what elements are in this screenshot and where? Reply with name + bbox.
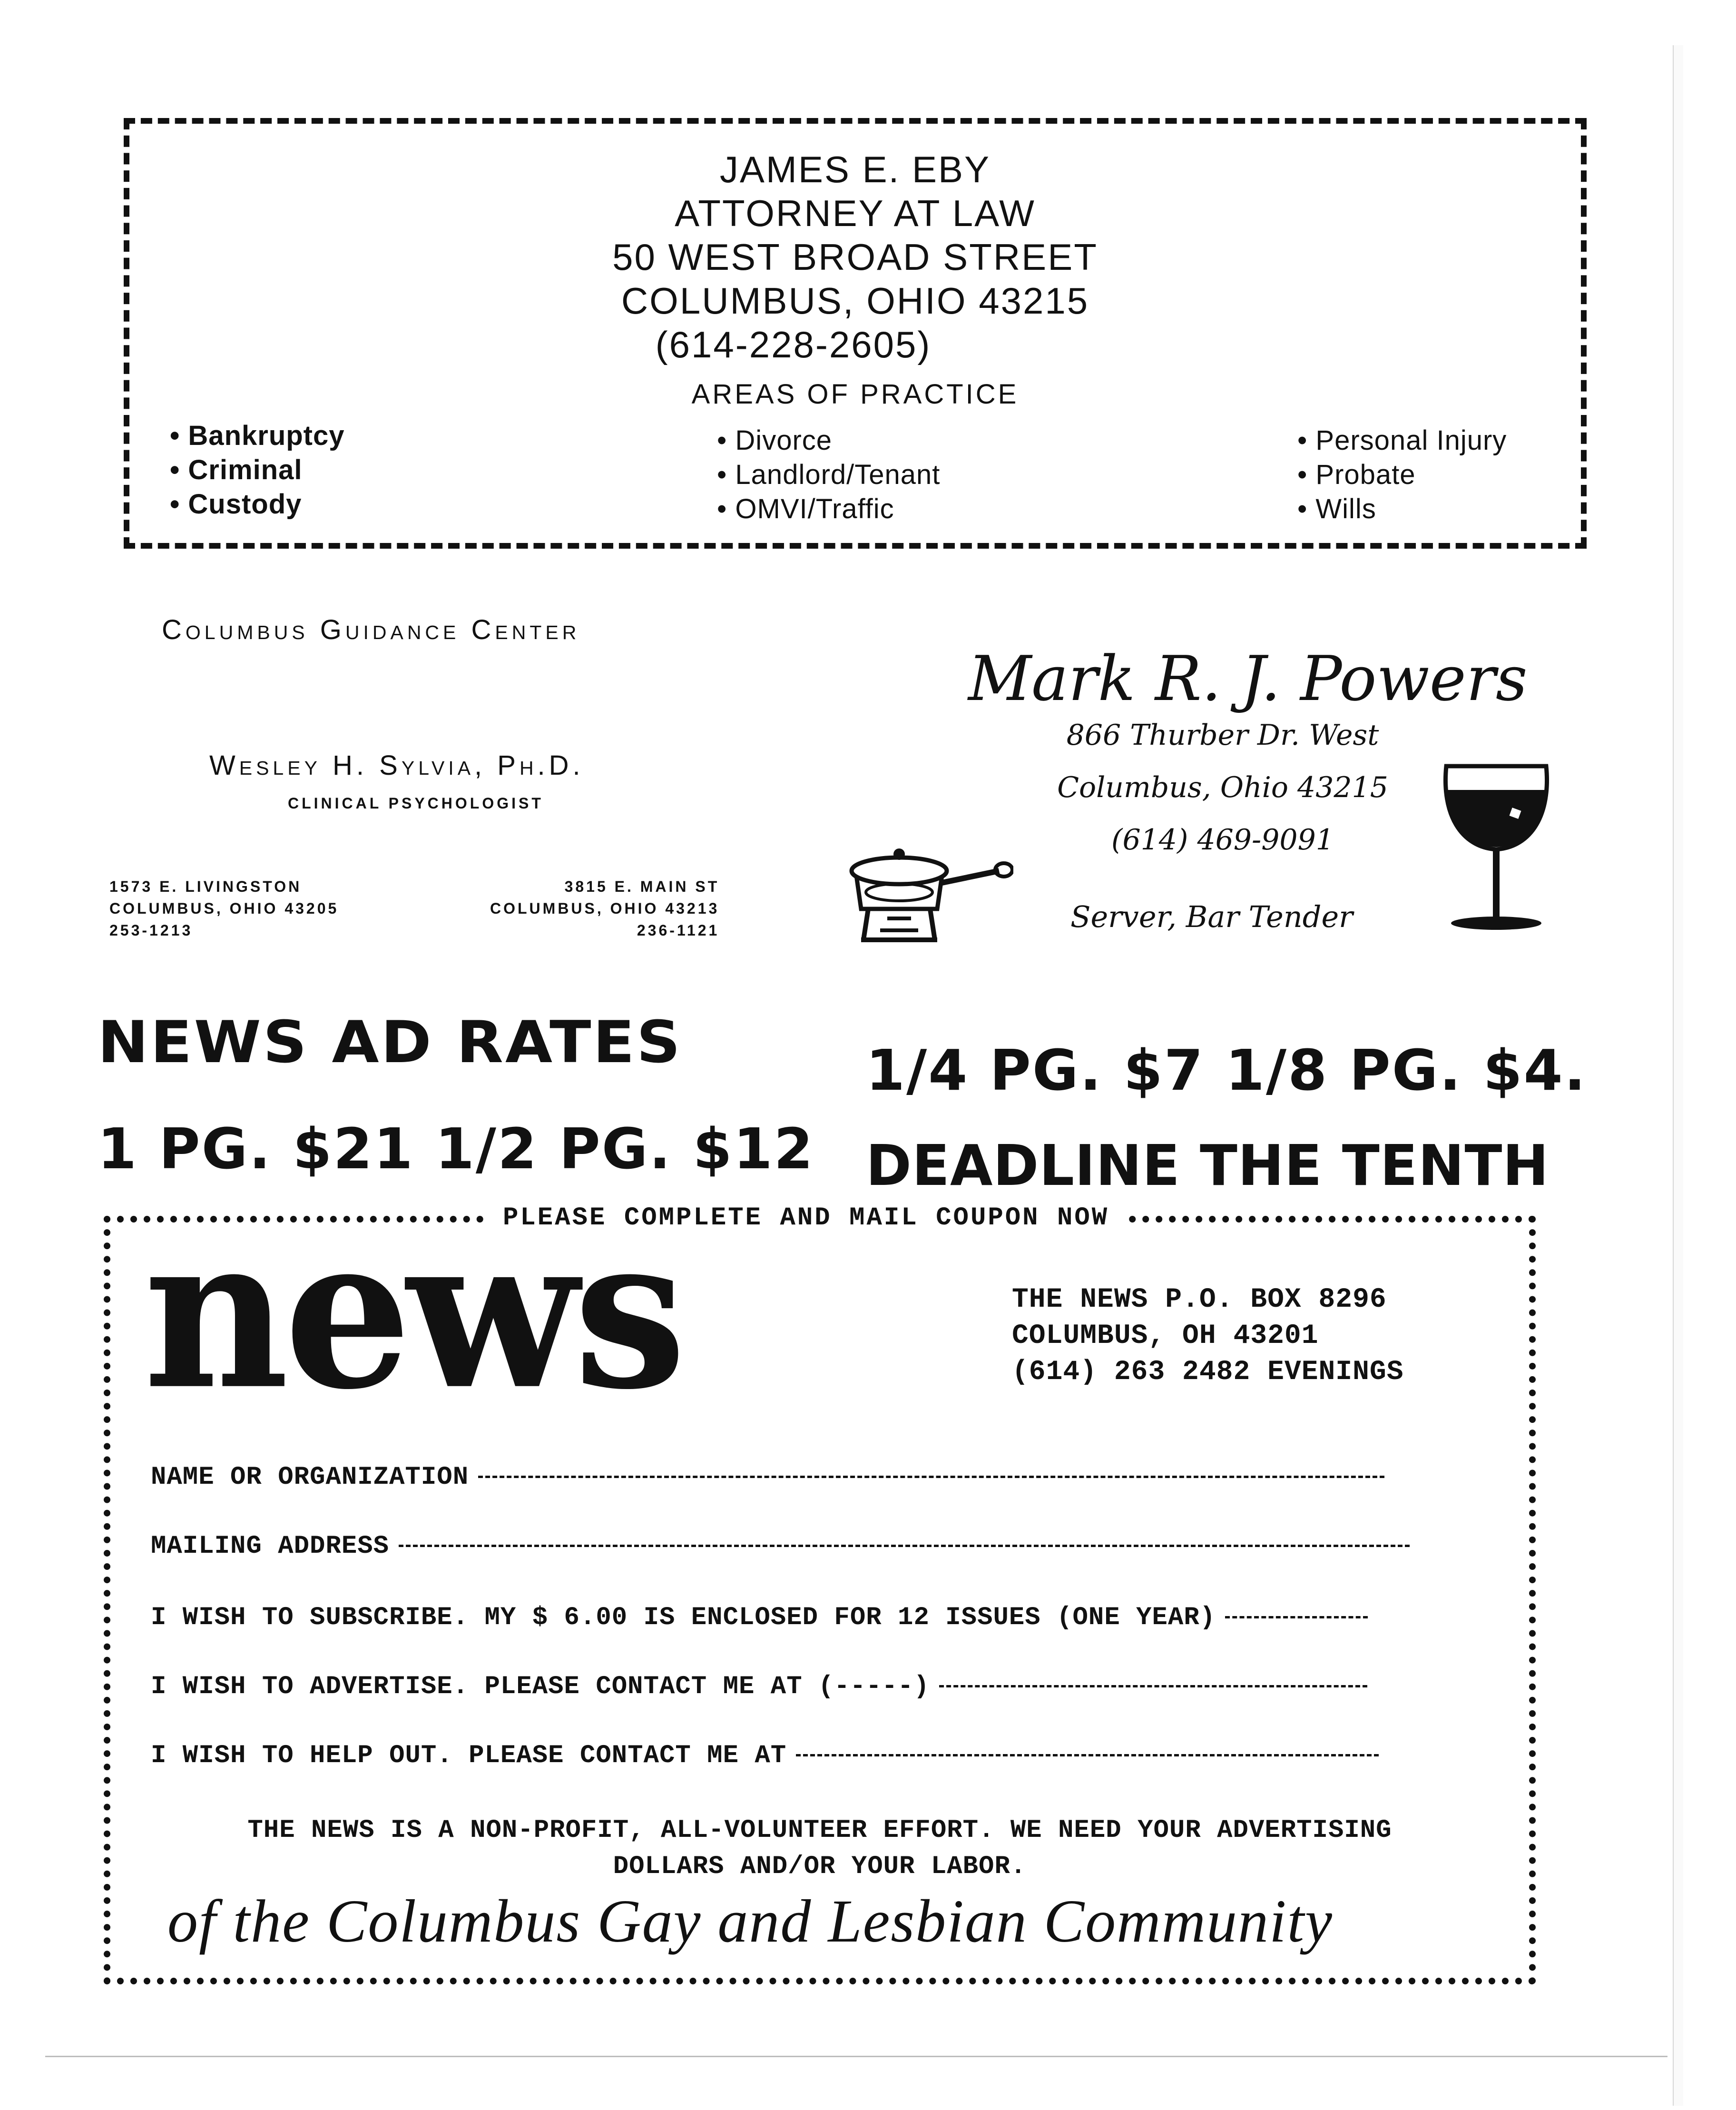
- psychologist-name: Wesley H. Sylvia, Ph.D.: [209, 750, 584, 781]
- subscribe-blank[interactable]: [1225, 1616, 1368, 1618]
- practice-item: • Divorce: [717, 424, 940, 458]
- office-phone: 253-1213: [109, 922, 193, 939]
- coupon-banner: PLEASE COMPLETE AND MAIL COUPON NOW: [489, 1203, 1123, 1232]
- help-row: [151, 1741, 1379, 1770]
- server-address: 866 Thurber Dr. West: [1066, 719, 1379, 752]
- nonprofit-line: DOLLARS AND/OR YOUR LABOR.: [613, 1852, 1027, 1881]
- practice-column-3: [1297, 424, 1507, 526]
- bottom-rule: [45, 2056, 1667, 2057]
- address-line: (614) 263 2482 EVENINGS: [1012, 1357, 1404, 1388]
- server-name: Mark R. J. Powers: [968, 642, 1528, 715]
- subscription-coupon: [104, 1190, 1536, 1984]
- server-contact: [1032, 709, 1413, 866]
- attorney-city: COLUMBUS, OHIO 43215: [621, 280, 1089, 322]
- practice-column-1: [170, 419, 345, 522]
- practice-item: • Custody: [170, 487, 345, 522]
- advertise-blank[interactable]: [939, 1685, 1367, 1687]
- ad-rates-title: NEWS AD RATES: [98, 1009, 682, 1076]
- name-field-label: NAME OR ORGANIZATION: [151, 1463, 469, 1492]
- subscribe-row: [151, 1603, 1368, 1632]
- psychologist-title: CLINICAL PSYCHOLOGIST: [288, 795, 544, 812]
- practice-item: • Bankruptcy: [170, 419, 345, 453]
- office-livingston: [109, 876, 339, 941]
- advertise-label: I WISH TO ADVERTISE. PLEASE CONTACT ME AT (-----): [151, 1672, 930, 1701]
- mailing-field-blank[interactable]: [399, 1545, 1410, 1547]
- nonprofit-line: THE NEWS IS A NON-PROFIT, ALL-VOLUNTEER EFFORT. WE NEED YOUR ADVERTISING: [247, 1816, 1392, 1845]
- areas-heading: AREAS OF PRACTICE: [691, 379, 1019, 410]
- ad-rates-small: 1/4 PG. $7 1/8 PG. $4.: [866, 1037, 1587, 1103]
- server-role: Server, Bar Tender: [1070, 899, 1353, 934]
- ad-deadline: DEADLINE THE TENTH: [866, 1133, 1550, 1198]
- office-city: COLUMBUS, OHIO 43213: [490, 900, 720, 917]
- address-line: COLUMBUS, OH 43201: [1012, 1321, 1319, 1351]
- nonprofit-note: [110, 1813, 1529, 1885]
- name-field-row: [151, 1463, 1384, 1492]
- office-street: 1573 E. LIVINGSTON: [109, 878, 302, 895]
- attorney-header: [129, 148, 1581, 366]
- server-city: Columbus, Ohio 43215: [1057, 771, 1388, 804]
- advertise-row: [151, 1672, 1367, 1701]
- name-field-blank[interactable]: [478, 1476, 1384, 1478]
- attorney-title: ATTORNEY AT LAW: [675, 192, 1036, 234]
- practice-column-2: [717, 424, 940, 526]
- guidance-center-name: Columbus Guidance Center: [162, 614, 580, 645]
- coupon-address: [1012, 1282, 1404, 1390]
- wine-glass-icon: [1437, 757, 1556, 937]
- practice-item: • OMVI/Traffic: [717, 492, 940, 526]
- office-main-st: [490, 876, 719, 941]
- news-logo: news: [144, 1190, 682, 1436]
- help-label: I WISH TO HELP OUT. PLEASE CONTACT ME AT: [151, 1741, 787, 1770]
- mailing-field-label: MAILING ADDRESS: [151, 1532, 390, 1561]
- office-street: 3815 E. MAIN ST: [564, 878, 720, 895]
- practice-item: • Landlord/Tenant: [717, 458, 940, 492]
- practice-item: • Wills: [1297, 492, 1507, 526]
- attorney-name: JAMES E. EBY: [719, 148, 991, 190]
- chafing-dish-icon: [842, 842, 1013, 947]
- practice-item: • Criminal: [170, 453, 345, 487]
- attorney-phone: (614-228-2605): [655, 324, 932, 365]
- office-phone: 236-1121: [637, 922, 720, 939]
- server-phone: (614) 469-9091: [1111, 823, 1334, 857]
- attorney-ad: [124, 118, 1587, 549]
- attorney-street: 50 WEST BROAD STREET: [612, 236, 1098, 278]
- practice-item: • Probate: [1297, 458, 1507, 492]
- community-tagline: of the Columbus Gay and Lesbian Community: [167, 1887, 1333, 1955]
- subscribe-label: I WISH TO SUBSCRIBE. MY $ 6.00 IS ENCLOSED FOR 12 ISSUES (ONE YEAR): [151, 1603, 1216, 1632]
- practice-item: • Personal Injury: [1297, 424, 1507, 458]
- office-city: COLUMBUS, OHIO 43205: [109, 900, 339, 917]
- help-blank[interactable]: [796, 1754, 1379, 1756]
- page-edge: [1673, 45, 1683, 2106]
- mailing-field-row: [151, 1532, 1410, 1561]
- address-line: THE NEWS P.O. BOX 8296: [1012, 1284, 1387, 1315]
- ad-rates-large: 1 PG. $21 1/2 PG. $12: [98, 1116, 814, 1182]
